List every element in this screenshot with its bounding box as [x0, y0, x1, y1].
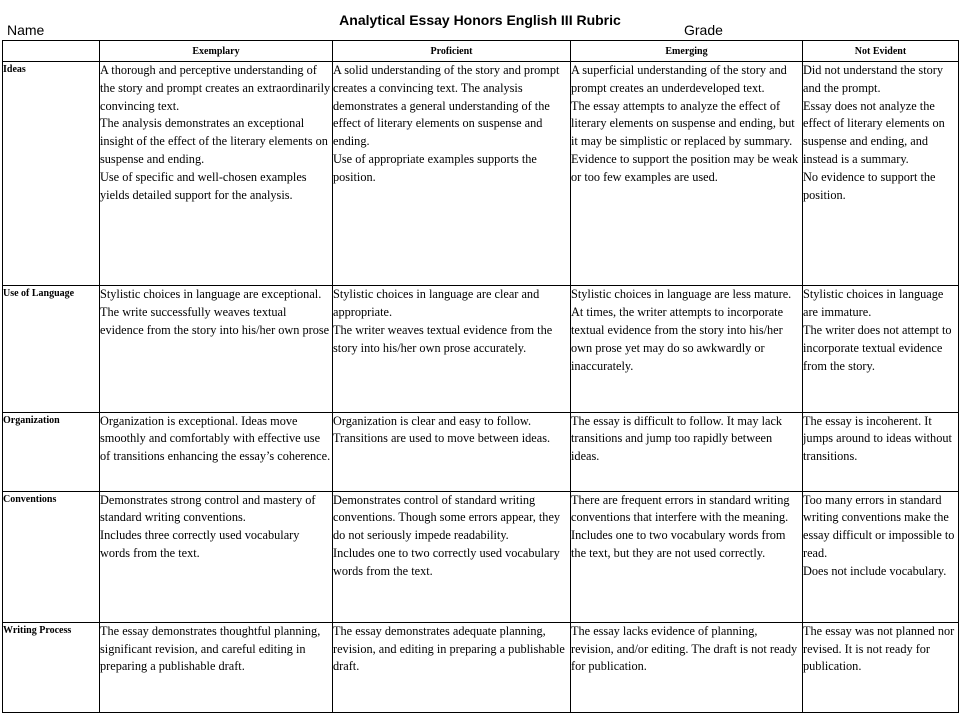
column-header-proficient: Proficient — [333, 41, 571, 62]
cell-text: Stylistic choices in language are immature. — [803, 287, 944, 320]
cell-text: Stylistic choices in language are less mature. — [571, 287, 792, 302]
cell-text: Demonstrates control of standard writing conventions. Though some errors appear, they do not seriously impede readability. — [333, 492, 561, 543]
header-row — [3, 41, 959, 62]
column-header-exemplary: Exemplary — [100, 41, 333, 62]
cell-emerging — [571, 62, 803, 286]
cell-emerging — [571, 622, 803, 712]
cell-text: Evidence to support the position may be weak or too few examples are used. — [571, 152, 799, 184]
cell-emerging — [571, 286, 803, 412]
row-label: Conventions — [3, 491, 100, 622]
row-use-of-language — [3, 286, 959, 412]
row-label: Organization — [3, 412, 100, 491]
cell-text: Includes one to two vocabulary words from the text, but they are not used correctly. — [571, 528, 786, 561]
cell-proficient — [333, 62, 571, 286]
cell-proficient — [333, 491, 571, 622]
cell-text: Use of specific and well-chosen examples yields detailed support for the analysis. — [100, 169, 307, 202]
cell-proficient — [333, 286, 571, 412]
cell-not-evident — [803, 286, 959, 412]
cell-text: Does not include vocabulary. — [803, 563, 947, 578]
row-writing-process — [3, 622, 959, 712]
column-header-emerging: Emerging — [571, 41, 803, 62]
cell-text: At times, the writer attempts to incorporate textual evidence from the story into his/her own prose yet may do so awkwardly or inaccurately. — [571, 305, 784, 373]
row-label: Use of Language — [3, 286, 100, 412]
cell-text: Did not understand the story and the prompt. — [803, 63, 944, 95]
row-organization — [3, 412, 959, 491]
cell-text: The essay was not planned nor revised. It is not ready for publication. — [803, 623, 955, 674]
grade-label: Grade — [684, 22, 723, 38]
cell-proficient — [333, 412, 571, 491]
cell-not-evident — [803, 491, 959, 622]
cell-not-evident — [803, 412, 959, 491]
cell-emerging — [571, 491, 803, 622]
cell-text: No evidence to support the position. — [803, 169, 936, 202]
cell-text: The writer weaves textual evidence from the story into his/her own prose accurately. — [333, 323, 553, 355]
cell-text: The essay is incoherent. It jumps around to ideas without transitions. — [803, 413, 952, 464]
cell-text: The write successfully weaves textual evidence from the story into his/her own prose — [100, 305, 330, 337]
cell-text: There are frequent errors in standard writing conventions that interfere with the meaning. — [571, 492, 790, 525]
cell-text: The essay attempts to analyze the effect of literary elements on suspense and ending, but it may be simplistic or replaced by summary. — [571, 98, 795, 149]
cell-text: Stylistic choices in language are exceptional. — [100, 287, 322, 302]
cell-proficient — [333, 622, 571, 712]
cell-text: Stylistic choices in language are clear and appropriate. — [333, 287, 540, 320]
cell-text: The essay lacks evidence of planning, revision, and/or editing. The draft is not ready for publication. — [571, 623, 798, 674]
cell-text: A solid understanding of the story and prompt creates a convincing text. The analysis demonstrates a general understanding of the effect of literary elements on suspense and ending. — [333, 63, 560, 149]
cell-exemplary — [100, 286, 333, 412]
cell-text: A thorough and perceptive understanding of the story and prompt creates an extraordinarily convincing text. — [100, 63, 331, 113]
cell-text: The analysis demonstrates an exceptional insight of the effect of the literary elements on suspense and ending. — [100, 116, 328, 167]
cell-exemplary — [100, 491, 333, 622]
cell-text: Organization is clear and easy to follow. Transitions are used to move between ideas. — [333, 413, 551, 446]
cell-text: Includes three correctly used vocabulary words from the text. — [100, 528, 300, 561]
cell-text: A superficial understanding of the story and prompt creates an underdeveloped text. — [571, 63, 787, 95]
cell-exemplary — [100, 622, 333, 712]
name-label: Name — [7, 22, 45, 38]
cell-text: Too many errors in standard writing conventions make the essay difficult or impossible to read. — [803, 492, 955, 561]
corner-cell — [3, 41, 100, 62]
row-ideas — [3, 62, 959, 286]
cell-exemplary — [100, 62, 333, 286]
page-title: Analytical Essay Honors English III Rubric — [339, 12, 621, 28]
cell-text: The writer does not attempt to incorporate textual evidence from the story. — [803, 323, 952, 373]
row-label: Writing Process — [3, 622, 100, 712]
column-header-not-evident: Not Evident — [803, 41, 959, 62]
cell-text: The essay is difficult to follow. It may lack transitions and jump too rapidly between ideas. — [571, 413, 783, 464]
rubric-table — [2, 40, 959, 713]
cell-text: Use of appropriate examples supports the position. — [333, 152, 537, 184]
cell-text: Includes one to two correctly used vocabulary words from the text. — [333, 546, 560, 578]
row-conventions — [3, 491, 959, 622]
cell-text: Demonstrates strong control and mastery of standard writing conventions. — [100, 492, 316, 525]
cell-not-evident — [803, 622, 959, 712]
cell-text: The essay demonstrates adequate planning, revision, and editing in preparing a publishable draft. — [333, 623, 565, 674]
cell-emerging — [571, 412, 803, 491]
cell-text: The essay demonstrates thoughtful planning, significant revision, and careful editing in preparing a publishable draft. — [100, 623, 321, 674]
cell-text: Organization is exceptional. Ideas move smoothly and comfortably with effective use of transitions enhancing the essay’s coherence. — [100, 413, 331, 464]
cell-exemplary — [100, 412, 333, 491]
cell-not-evident — [803, 62, 959, 286]
row-label: Ideas — [3, 62, 100, 286]
cell-text: Essay does not analyze the effect of literary elements on suspense and ending, and instead is a summary. — [803, 98, 945, 167]
